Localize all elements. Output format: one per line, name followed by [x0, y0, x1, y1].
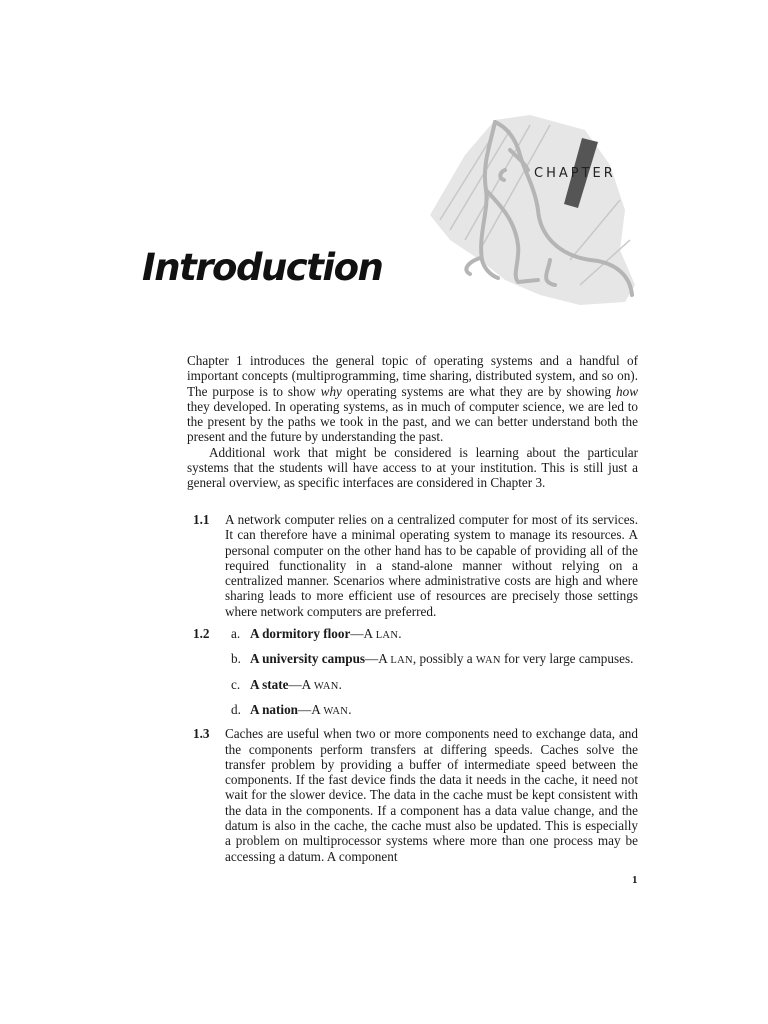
- answer-text: Caches are useful when two or more components need to exchange data, and the components perform transfers at differing speeds. Caches solve the transfer problem by providing a buffer of intermediate speed between the components. If the fast device finds the data it needs in the cache, it need not wait for the slower device. The data in the cache must be kept consistent with the data in the components. If a component has a data value change, and the datum is also in the cache, the cache must also be updated. This is especially a problem on multiprocessor systems where more than one process may be accessing a datum. A component: [225, 726, 638, 864]
- subitem-term: A nation: [250, 701, 299, 717]
- page-number: 1: [632, 874, 638, 886]
- subitem-text: A nation—A WAN.: [250, 701, 352, 717]
- subitem-letter: b.: [231, 651, 241, 667]
- answer-subitem-d: [225, 702, 638, 719]
- chapter-title: Introduction: [142, 246, 383, 289]
- answer-number: 1.1: [193, 512, 210, 527]
- subitem-letter: a.: [231, 626, 241, 642]
- subitem-term: A dormitory floor: [250, 626, 351, 642]
- subitem-text: A dormitory floor—A LAN.: [250, 626, 402, 642]
- intro-text: Chapter 1 introduces the general topic of operating systems and a handful of important concepts (multiprogramming, time sharing, distributed system, and so on). The purpose is to show: [187, 353, 638, 399]
- intro-paragraph: Additional work that might be considered is learning about the particular systems that the students will have access to at your institution. This is still just a general overview, as specific interfaces are considered in Chapter 3.: [187, 444, 638, 491]
- subitem-letter: c.: [231, 676, 241, 692]
- intro-paragraph: [187, 353, 638, 445]
- dinosaur-sketch-icon: [420, 110, 640, 310]
- answer-1-2: [187, 626, 638, 719]
- subitem-term: A state: [250, 676, 289, 692]
- intro-text: they developed. In operating systems, as in much of computer science, we are led to the present by the paths we took in the past, and we can better understand both the present and the future by understanding the past.: [187, 398, 638, 445]
- emphasis-why: why: [320, 383, 342, 399]
- answer-1-3: [187, 726, 638, 864]
- subitem-text: A university campus—A LAN, possibly a WAN for very large campuses.: [250, 651, 634, 667]
- emphasis-how: how: [616, 383, 639, 399]
- subitem-letter: d.: [231, 701, 241, 717]
- answer-subitems: [225, 626, 638, 719]
- answer-1-1: [187, 512, 638, 619]
- answer-subitem-c: [225, 677, 638, 694]
- answer-number: 1.2: [193, 626, 210, 642]
- intro-text: operating systems are what they are by showing: [341, 383, 617, 399]
- answer-text: A network computer relies on a centralized computer for most of its services. It can therefore have a minimal operating system to manage its resources. A personal computer on the other hand has to be capable of providing all of the required functionality in a stand-alone manner without relying on a centralized manner. Scenarios where administrative costs are high and where sharing leads to more efficient use of resources are precisely those settings where network computers are preferred.: [225, 512, 638, 619]
- chapter-intro: [187, 353, 638, 491]
- answer-number: 1.3: [193, 726, 210, 742]
- answer-subitem-a: [225, 626, 638, 643]
- subitem-term: A university campus: [250, 651, 366, 667]
- answer-subitem-b: [225, 651, 638, 668]
- chapter-label: CHAPTER: [534, 166, 616, 181]
- subitem-text: A state—A WAN.: [250, 676, 342, 692]
- exercise-answers: [187, 512, 638, 871]
